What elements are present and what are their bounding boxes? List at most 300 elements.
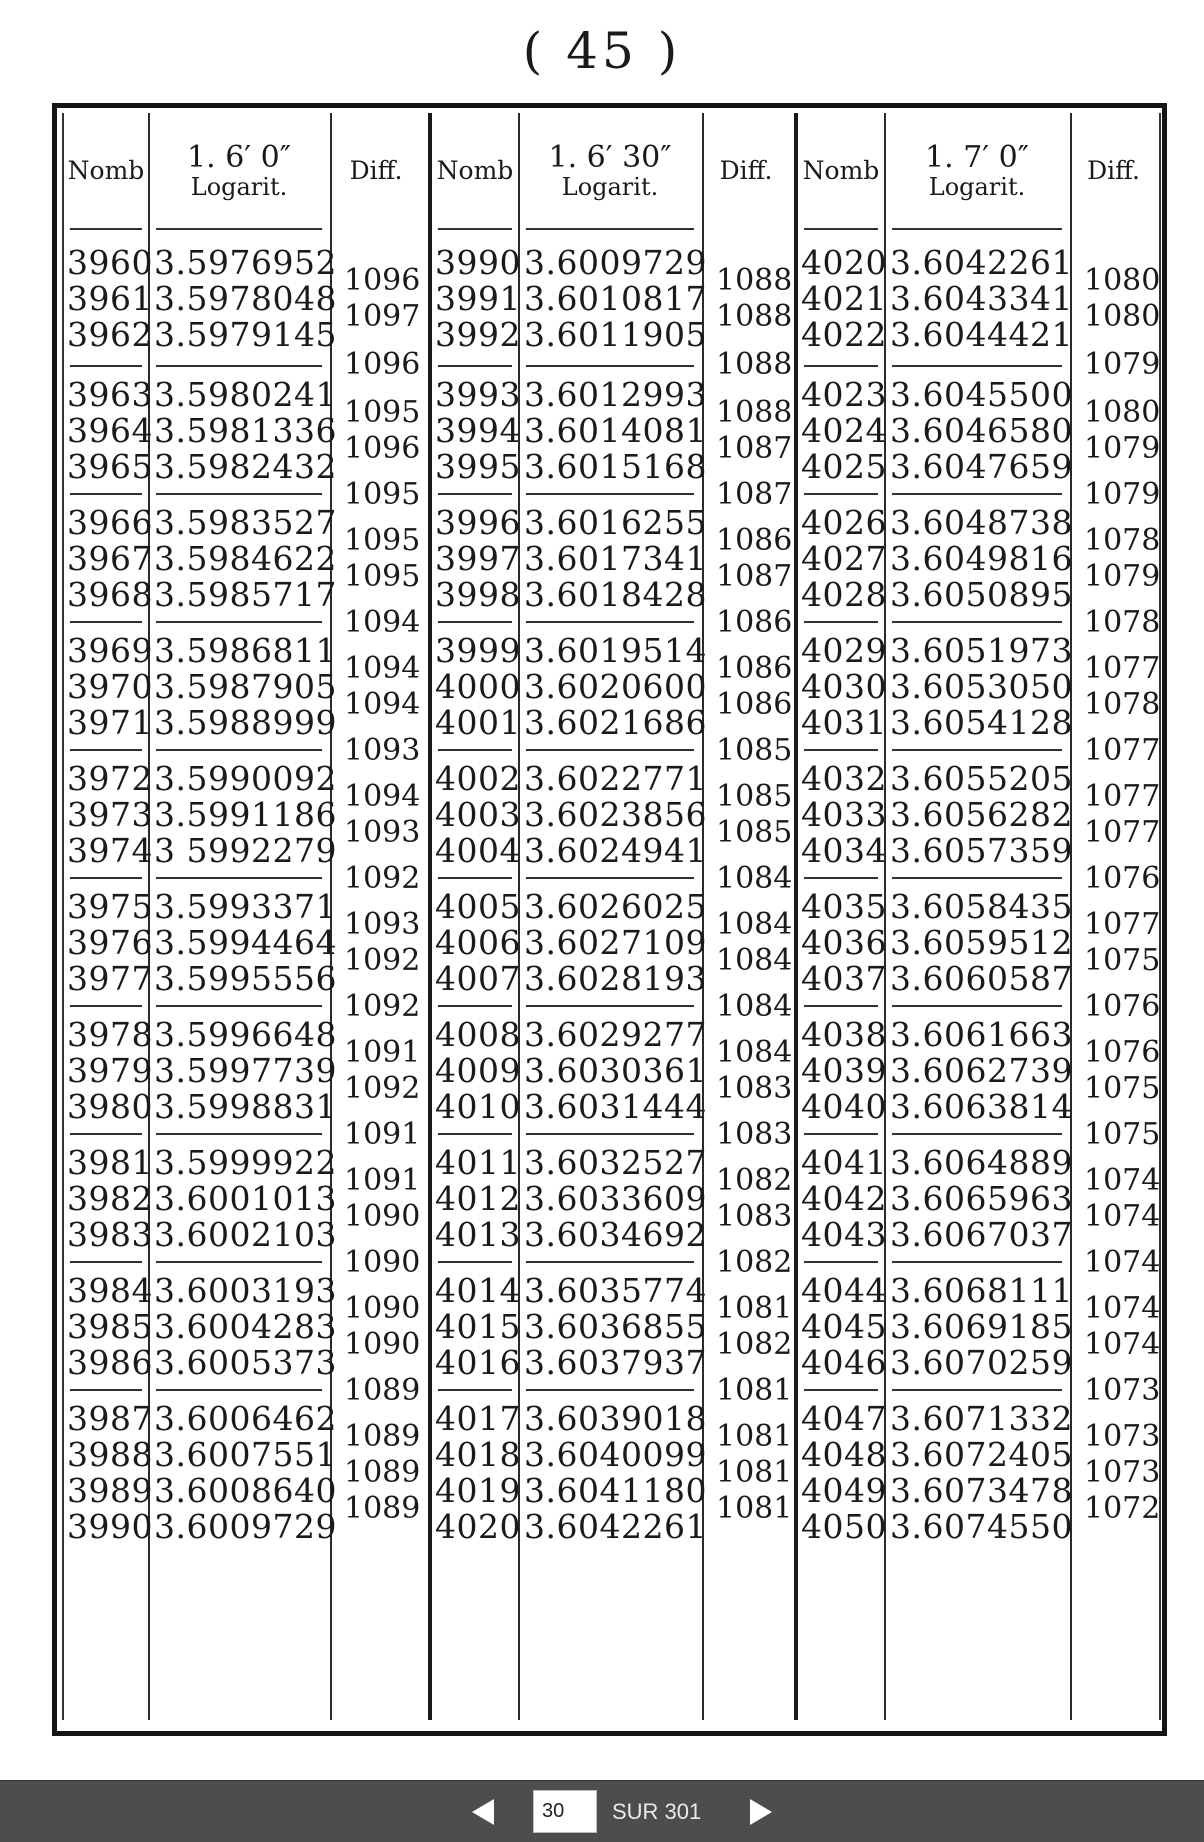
group-rule bbox=[70, 1133, 142, 1135]
logarithm-value: 3.6039018 bbox=[524, 1399, 707, 1438]
difference-value: 1091 bbox=[344, 1117, 421, 1152]
nomb-value: 4025 bbox=[801, 447, 887, 486]
nomb-value: 3979 bbox=[67, 1051, 153, 1090]
column-divider bbox=[794, 113, 798, 1720]
logarithm-value: 3.6030361 bbox=[524, 1051, 707, 1090]
column-divider bbox=[428, 113, 432, 1720]
nomb-value: 4028 bbox=[801, 575, 887, 614]
difference-value: 1084 bbox=[716, 907, 793, 942]
header-arc-label: 1. 7′ 0″ bbox=[925, 139, 1029, 175]
difference-value: 1092 bbox=[344, 943, 421, 978]
difference-value: 1078 bbox=[1084, 523, 1161, 558]
logarithm-value: 3.6058435 bbox=[890, 887, 1073, 926]
difference-value: 1081 bbox=[716, 1455, 793, 1490]
difference-value: 1083 bbox=[716, 1117, 793, 1152]
group-rule bbox=[804, 1133, 878, 1135]
group-rule bbox=[156, 1133, 322, 1135]
nomb-value: 4036 bbox=[801, 923, 887, 962]
difference-value: 1082 bbox=[716, 1245, 793, 1280]
group-rule bbox=[804, 877, 878, 879]
nomb-value: 4018 bbox=[435, 1435, 521, 1474]
difference-value: 1083 bbox=[716, 1199, 793, 1234]
header-nomb bbox=[64, 113, 148, 228]
group-rule bbox=[156, 1005, 322, 1007]
difference-value: 1088 bbox=[716, 347, 793, 382]
nomb-value: 4020 bbox=[435, 1507, 521, 1546]
nomb-value: 4013 bbox=[435, 1215, 521, 1254]
difference-value: 1074 bbox=[1084, 1327, 1161, 1362]
nomb-value: 4035 bbox=[801, 887, 887, 926]
logarithm-value: 3.6042261 bbox=[890, 243, 1073, 282]
nomb-value: 4041 bbox=[801, 1143, 887, 1182]
logarithm-value: 3.5998831 bbox=[154, 1087, 337, 1126]
difference-value: 1095 bbox=[344, 477, 421, 512]
logarithm-value: 3.5995556 bbox=[154, 959, 337, 998]
logarithm-value: 3.6016255 bbox=[524, 503, 707, 542]
logarithm-value: 3.6017341 bbox=[524, 539, 707, 578]
nomb-value: 4000 bbox=[435, 667, 521, 706]
logarithm-value: 3.6040099 bbox=[524, 1435, 707, 1474]
difference-value: 1079 bbox=[1084, 347, 1161, 382]
logarithm-value: 3.6053050 bbox=[890, 667, 1073, 706]
nomb-value: 4027 bbox=[801, 539, 887, 578]
group-rule bbox=[438, 1389, 512, 1391]
group-rule bbox=[156, 621, 322, 623]
difference-value: 1084 bbox=[716, 861, 793, 896]
difference-value: 1092 bbox=[344, 989, 421, 1024]
difference-value: 1081 bbox=[716, 1419, 793, 1454]
logarithm-value: 3.6027109 bbox=[524, 923, 707, 962]
group-rule bbox=[438, 493, 512, 495]
group-rule bbox=[70, 749, 142, 751]
difference-value: 1086 bbox=[716, 651, 793, 686]
nomb-value: 3969 bbox=[67, 631, 153, 670]
group-rule bbox=[526, 1389, 694, 1391]
logarithm-value: 3.6036855 bbox=[524, 1307, 707, 1346]
difference-value: 1081 bbox=[716, 1291, 793, 1326]
header-rule bbox=[804, 228, 878, 230]
difference-value: 1077 bbox=[1084, 907, 1161, 942]
nomb-value: 4039 bbox=[801, 1051, 887, 1090]
header-arc-label: 1. 6′ 30″ bbox=[548, 139, 672, 175]
nomb-value: 4042 bbox=[801, 1179, 887, 1218]
nomb-value: 4009 bbox=[435, 1051, 521, 1090]
difference-value: 1088 bbox=[716, 395, 793, 430]
nomb-value: 4023 bbox=[801, 375, 887, 414]
group-rule bbox=[892, 621, 1062, 623]
difference-value: 1096 bbox=[344, 431, 421, 466]
nomb-value: 3978 bbox=[67, 1015, 153, 1054]
group-rule bbox=[156, 1389, 322, 1391]
difference-value: 1086 bbox=[716, 605, 793, 640]
group-rule bbox=[438, 877, 512, 879]
nomb-value: 3972 bbox=[67, 759, 153, 798]
logarithm-value: 3.6034692 bbox=[524, 1215, 707, 1254]
nomb-value: 4024 bbox=[801, 411, 887, 450]
nomb-value: 4030 bbox=[801, 667, 887, 706]
nomb-value: 4007 bbox=[435, 959, 521, 998]
nomb-value: 3966 bbox=[67, 503, 153, 542]
logarithm-value: 3.5982432 bbox=[154, 447, 337, 486]
logarithm-value: 3.6061663 bbox=[890, 1015, 1073, 1054]
group-rule bbox=[70, 1261, 142, 1263]
difference-value: 1094 bbox=[344, 605, 421, 640]
logarithm-value: 3.6064889 bbox=[890, 1143, 1073, 1182]
difference-value: 1077 bbox=[1084, 651, 1161, 686]
nomb-value: 4014 bbox=[435, 1271, 521, 1310]
group-rule bbox=[526, 1133, 694, 1135]
group-rule bbox=[526, 621, 694, 623]
logarithm-value: 3.5978048 bbox=[154, 279, 337, 318]
difference-value: 1092 bbox=[344, 1071, 421, 1106]
nomb-value: 4006 bbox=[435, 923, 521, 962]
logarithm-value: 3.6046580 bbox=[890, 411, 1073, 450]
nomb-value: 4049 bbox=[801, 1471, 887, 1510]
group-rule bbox=[892, 1389, 1062, 1391]
nomb-value: 3991 bbox=[435, 279, 521, 318]
logarithm-value: 3.6043341 bbox=[890, 279, 1073, 318]
logarithm-value: 3.6018428 bbox=[524, 575, 707, 614]
header-logarithm bbox=[148, 113, 330, 228]
difference-value: 1096 bbox=[344, 347, 421, 382]
difference-value: 1079 bbox=[1084, 431, 1161, 466]
group-rule bbox=[804, 621, 878, 623]
difference-value: 1077 bbox=[1084, 779, 1161, 814]
logarithm-value: 3.5987905 bbox=[154, 667, 337, 706]
group-rule bbox=[438, 1133, 512, 1135]
logarithm-value: 3.6022771 bbox=[524, 759, 707, 798]
header-log-label: Logarit. bbox=[928, 172, 1026, 201]
difference-value: 1078 bbox=[1084, 605, 1161, 640]
logarithm-value: 3.6007551 bbox=[154, 1435, 337, 1474]
nomb-value: 3963 bbox=[67, 375, 153, 414]
header-log-label: Logarit. bbox=[190, 172, 288, 201]
difference-value: 1077 bbox=[1084, 733, 1161, 768]
logarithm-value: 3 5992279 bbox=[154, 831, 337, 870]
group-rule bbox=[804, 1389, 878, 1391]
group-rule bbox=[804, 493, 878, 495]
difference-value: 1090 bbox=[344, 1327, 421, 1362]
difference-value: 1095 bbox=[344, 559, 421, 594]
group-rule bbox=[892, 1133, 1062, 1135]
logarithm-value: 3.5997739 bbox=[154, 1051, 337, 1090]
header-rule bbox=[892, 228, 1062, 230]
difference-value: 1075 bbox=[1084, 1117, 1161, 1152]
group-rule bbox=[526, 1261, 694, 1263]
nomb-value: 3965 bbox=[67, 447, 153, 486]
header-log-label: Logarit. bbox=[561, 172, 659, 201]
nomb-value: 3983 bbox=[67, 1215, 153, 1254]
difference-value: 1075 bbox=[1084, 943, 1161, 978]
nomb-value: 3990 bbox=[67, 1507, 153, 1546]
logarithm-value: 3.6071332 bbox=[890, 1399, 1073, 1438]
nomb-value: 4037 bbox=[801, 959, 887, 998]
nomb-value: 3975 bbox=[67, 887, 153, 926]
nomb-value: 3986 bbox=[67, 1343, 153, 1382]
header-arc-label: 1. 6′ 0″ bbox=[187, 139, 291, 175]
nomb-value: 4047 bbox=[801, 1399, 887, 1438]
nomb-value: 3993 bbox=[435, 375, 521, 414]
group-rule bbox=[156, 749, 322, 751]
previous-page-button[interactable] bbox=[466, 1795, 500, 1829]
nomb-value: 4043 bbox=[801, 1215, 887, 1254]
nomb-value: 3964 bbox=[67, 411, 153, 450]
difference-value: 1074 bbox=[1084, 1163, 1161, 1198]
logarithm-value: 3.5990092 bbox=[154, 759, 337, 798]
logarithm-value: 3.6065963 bbox=[890, 1179, 1073, 1218]
group-rule bbox=[804, 749, 878, 751]
difference-value: 1080 bbox=[1084, 263, 1161, 298]
nomb-value: 4008 bbox=[435, 1015, 521, 1054]
difference-value: 1094 bbox=[344, 779, 421, 814]
difference-value: 1093 bbox=[344, 815, 421, 850]
nomb-value: 3989 bbox=[67, 1471, 153, 1510]
difference-value: 1084 bbox=[716, 943, 793, 978]
nomb-value: 3999 bbox=[435, 631, 521, 670]
header-nomb bbox=[432, 113, 518, 228]
logarithm-value: 3.6002103 bbox=[154, 1215, 337, 1254]
difference-value: 1073 bbox=[1084, 1373, 1161, 1408]
difference-value: 1072 bbox=[1084, 1491, 1161, 1526]
difference-value: 1082 bbox=[716, 1163, 793, 1198]
nomb-value: 4005 bbox=[435, 887, 521, 926]
group-rule bbox=[156, 877, 322, 879]
group-rule bbox=[156, 493, 322, 495]
logarithm-value: 3.6021686 bbox=[524, 703, 707, 742]
group-rule bbox=[70, 1389, 142, 1391]
logarithm-value: 3.6009729 bbox=[154, 1507, 337, 1546]
nomb-value: 4004 bbox=[435, 831, 521, 870]
difference-value: 1090 bbox=[344, 1245, 421, 1280]
logarithm-value: 3.6074550 bbox=[890, 1507, 1073, 1546]
logarithm-value: 3.6055205 bbox=[890, 759, 1073, 798]
group-rule bbox=[438, 749, 512, 751]
nomb-value: 4012 bbox=[435, 1179, 521, 1218]
nomb-value: 4003 bbox=[435, 795, 521, 834]
logarithm-value: 3.6020600 bbox=[524, 667, 707, 706]
nomb-value: 4010 bbox=[435, 1087, 521, 1126]
logarithm-value: 3.6054128 bbox=[890, 703, 1073, 742]
nomb-value: 3968 bbox=[67, 575, 153, 614]
logarithm-value: 3.6012993 bbox=[524, 375, 707, 414]
difference-value: 1095 bbox=[344, 523, 421, 558]
difference-value: 1079 bbox=[1084, 559, 1161, 594]
difference-value: 1090 bbox=[344, 1291, 421, 1326]
group-rule bbox=[526, 1005, 694, 1007]
logarithm-value: 3.6035774 bbox=[524, 1271, 707, 1310]
nomb-value: 3995 bbox=[435, 447, 521, 486]
difference-value: 1075 bbox=[1084, 1071, 1161, 1106]
difference-value: 1083 bbox=[716, 1071, 793, 1106]
nomb-value: 4002 bbox=[435, 759, 521, 798]
nomb-value: 4048 bbox=[801, 1435, 887, 1474]
group-rule bbox=[804, 1261, 878, 1263]
header-rule bbox=[156, 228, 322, 230]
difference-value: 1077 bbox=[1084, 815, 1161, 850]
logarithm-value: 3.6067037 bbox=[890, 1215, 1073, 1254]
logarithm-value: 3.6031444 bbox=[524, 1087, 707, 1126]
nomb-value: 4038 bbox=[801, 1015, 887, 1054]
difference-value: 1074 bbox=[1084, 1199, 1161, 1234]
difference-value: 1085 bbox=[716, 815, 793, 850]
group-rule bbox=[526, 877, 694, 879]
nomb-value: 4011 bbox=[435, 1143, 521, 1182]
group-rule bbox=[70, 621, 142, 623]
logarithm-value: 3.6015168 bbox=[524, 447, 707, 486]
nomb-value: 3988 bbox=[67, 1435, 153, 1474]
logarithm-value: 3.6057359 bbox=[890, 831, 1073, 870]
nomb-value: 3998 bbox=[435, 575, 521, 614]
difference-value: 1094 bbox=[344, 687, 421, 722]
logarithm-value: 3.6004283 bbox=[154, 1307, 337, 1346]
difference-value: 1081 bbox=[716, 1373, 793, 1408]
nomb-value: 4044 bbox=[801, 1271, 887, 1310]
header-nomb-label: Nomb bbox=[67, 155, 145, 185]
logarithm-value: 3.6032527 bbox=[524, 1143, 707, 1182]
logarithm-value: 3.6024941 bbox=[524, 831, 707, 870]
logarithm-value: 3.6044421 bbox=[890, 315, 1073, 354]
nomb-value: 4019 bbox=[435, 1471, 521, 1510]
header-diff-label: Diff. bbox=[719, 155, 773, 185]
group-rule bbox=[804, 365, 878, 367]
group-rule bbox=[438, 1005, 512, 1007]
difference-value: 1092 bbox=[344, 861, 421, 896]
nomb-value: 3982 bbox=[67, 1179, 153, 1218]
nomb-value: 4040 bbox=[801, 1087, 887, 1126]
difference-value: 1078 bbox=[1084, 687, 1161, 722]
nomb-value: 3976 bbox=[67, 923, 153, 962]
difference-value: 1076 bbox=[1084, 861, 1161, 896]
group-rule bbox=[156, 365, 322, 367]
logarithm-value: 3.6005373 bbox=[154, 1343, 337, 1382]
logarithm-value: 3.6010817 bbox=[524, 279, 707, 318]
nomb-value: 4033 bbox=[801, 795, 887, 834]
triangle-left-icon bbox=[470, 1798, 496, 1826]
header-diff bbox=[330, 113, 422, 228]
logarithm-value: 3.6003193 bbox=[154, 1271, 337, 1310]
page-number: ( 45 ) bbox=[522, 22, 682, 80]
header-nomb-label: Nomb bbox=[436, 155, 514, 185]
group-rule bbox=[70, 493, 142, 495]
difference-value: 1073 bbox=[1084, 1455, 1161, 1490]
logarithm-value: 3.5999922 bbox=[154, 1143, 337, 1182]
logarithm-value: 3.6029277 bbox=[524, 1015, 707, 1054]
difference-value: 1073 bbox=[1084, 1419, 1161, 1454]
viewer-toolbar bbox=[0, 1780, 1204, 1842]
header-logarithm bbox=[884, 113, 1070, 228]
difference-value: 1096 bbox=[344, 263, 421, 298]
group-rule bbox=[438, 621, 512, 623]
group-rule bbox=[892, 493, 1062, 495]
logarithm-value: 3.6050895 bbox=[890, 575, 1073, 614]
group-rule bbox=[526, 365, 694, 367]
group-rule bbox=[804, 1005, 878, 1007]
logarithm-value: 3.5996648 bbox=[154, 1015, 337, 1054]
nomb-value: 3977 bbox=[67, 959, 153, 998]
difference-value: 1095 bbox=[344, 395, 421, 430]
next-page-button[interactable] bbox=[744, 1795, 778, 1829]
logarithm-value: 3.5986811 bbox=[154, 631, 337, 670]
difference-value: 1086 bbox=[716, 523, 793, 558]
group-rule bbox=[70, 365, 142, 367]
difference-value: 1091 bbox=[344, 1163, 421, 1198]
logarithm-value: 3.6070259 bbox=[890, 1343, 1073, 1382]
logarithm-value: 3.6011905 bbox=[524, 315, 707, 354]
difference-value: 1086 bbox=[716, 687, 793, 722]
group-rule bbox=[526, 493, 694, 495]
page-number-input[interactable] bbox=[533, 1790, 597, 1833]
difference-value: 1074 bbox=[1084, 1245, 1161, 1280]
logarithm-value: 3.5993371 bbox=[154, 887, 337, 926]
logarithm-value: 3.6006462 bbox=[154, 1399, 337, 1438]
nomb-value: 4017 bbox=[435, 1399, 521, 1438]
difference-value: 1082 bbox=[716, 1327, 793, 1362]
difference-value: 1085 bbox=[716, 733, 793, 768]
nomb-value: 3960 bbox=[67, 243, 153, 282]
header-rule bbox=[70, 228, 142, 230]
difference-value: 1076 bbox=[1084, 989, 1161, 1024]
nomb-value: 4015 bbox=[435, 1307, 521, 1346]
nomb-value: 3974 bbox=[67, 831, 153, 870]
nomb-value: 4016 bbox=[435, 1343, 521, 1382]
nomb-value: 4031 bbox=[801, 703, 887, 742]
group-rule bbox=[892, 877, 1062, 879]
group-rule bbox=[70, 1005, 142, 1007]
difference-value: 1076 bbox=[1084, 1035, 1161, 1070]
nomb-value: 3997 bbox=[435, 539, 521, 578]
difference-value: 1087 bbox=[716, 477, 793, 512]
nomb-value: 4026 bbox=[801, 503, 887, 542]
nomb-value: 4045 bbox=[801, 1307, 887, 1346]
logarithm-value: 3.5981336 bbox=[154, 411, 337, 450]
logarithm-value: 3.6049816 bbox=[890, 539, 1073, 578]
difference-value: 1089 bbox=[344, 1419, 421, 1454]
header-nomb bbox=[798, 113, 884, 228]
header-diff-label: Diff. bbox=[349, 155, 403, 185]
group-rule bbox=[892, 365, 1062, 367]
difference-value: 1087 bbox=[716, 431, 793, 466]
nomb-value: 3971 bbox=[67, 703, 153, 742]
difference-value: 1080 bbox=[1084, 299, 1161, 334]
logarithm-value: 3.6062739 bbox=[890, 1051, 1073, 1090]
nomb-value: 3980 bbox=[67, 1087, 153, 1126]
logarithm-value: 3.6019514 bbox=[524, 631, 707, 670]
group-rule bbox=[70, 877, 142, 879]
logarithm-value: 3.5984622 bbox=[154, 539, 337, 578]
logarithm-value: 3.6048738 bbox=[890, 503, 1073, 542]
group-rule bbox=[892, 1005, 1062, 1007]
logarithm-value: 3.5983527 bbox=[154, 503, 337, 542]
nomb-value: 3992 bbox=[435, 315, 521, 354]
nomb-value: 3996 bbox=[435, 503, 521, 542]
nomb-value: 4032 bbox=[801, 759, 887, 798]
logarithm-value: 3.6045500 bbox=[890, 375, 1073, 414]
logarithm-value: 3.5988999 bbox=[154, 703, 337, 742]
logarithm-value: 3.6014081 bbox=[524, 411, 707, 450]
header-diff bbox=[1070, 113, 1157, 228]
logarithm-value: 3.6008640 bbox=[154, 1471, 337, 1510]
difference-value: 1088 bbox=[716, 299, 793, 334]
header-rule bbox=[526, 228, 694, 230]
logarithm-value: 3.6009729 bbox=[524, 243, 707, 282]
difference-value: 1090 bbox=[344, 1199, 421, 1234]
difference-value: 1079 bbox=[1084, 477, 1161, 512]
header-logarithm bbox=[518, 113, 702, 228]
header-diff-label: Diff. bbox=[1087, 155, 1140, 185]
nomb-value: 4046 bbox=[801, 1343, 887, 1382]
group-rule bbox=[156, 1261, 322, 1263]
nomb-value: 3990 bbox=[435, 243, 521, 282]
